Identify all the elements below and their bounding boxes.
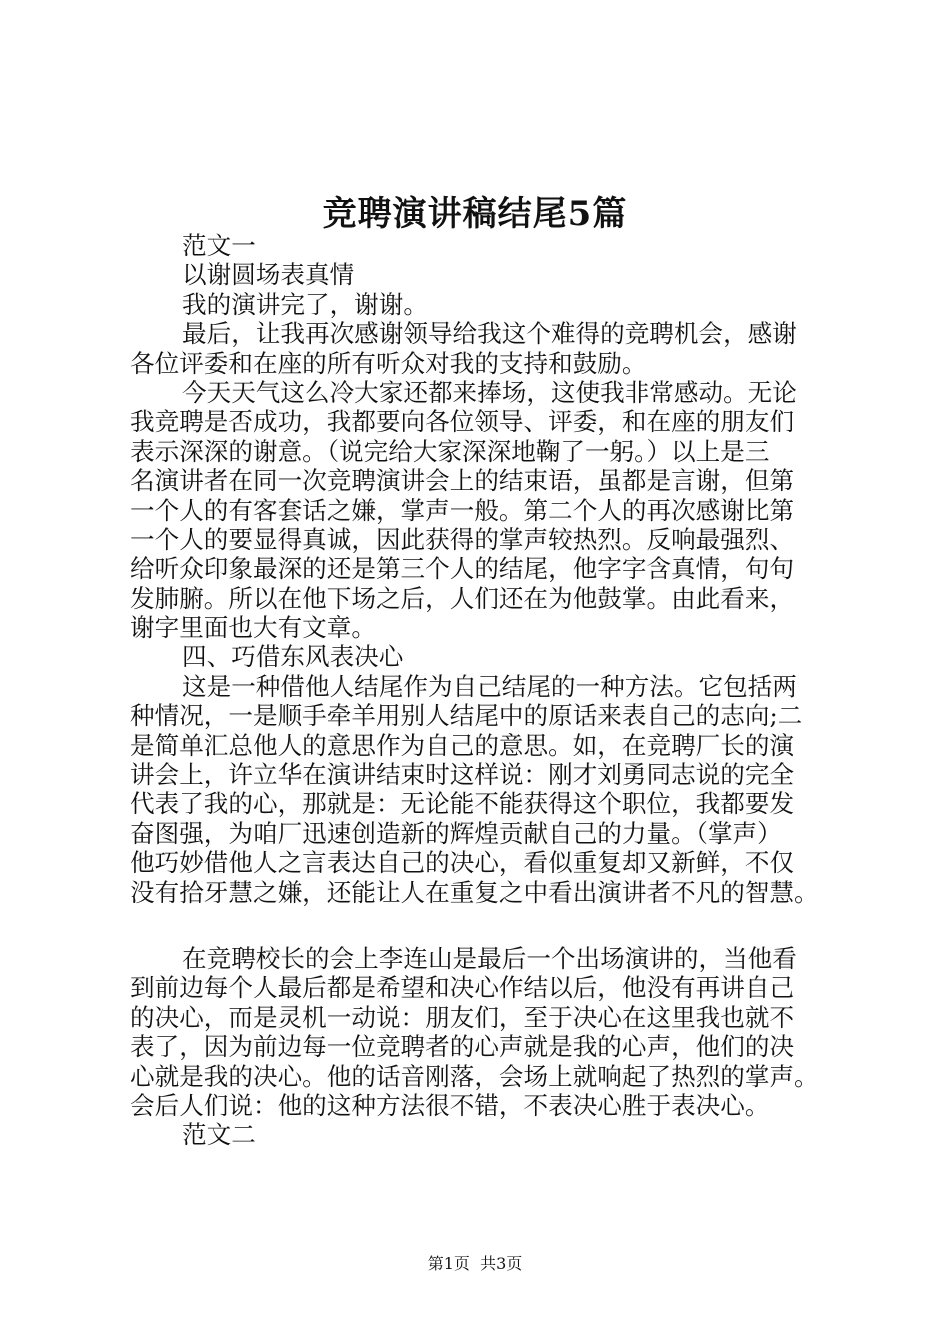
text-line: 一个人的要显得真诚，因此获得的掌声较热烈。反响最强烈、 [130, 524, 795, 554]
text-line: 他巧妙借他人之言表达自己的决心，看似重复却又新鲜，不仅 [130, 848, 795, 878]
text-line: 最后，让我再次感谢领导给我这个难得的竞聘机会，感谢 [182, 319, 797, 349]
text-line: 范文二 [182, 1120, 256, 1150]
text-line: 的决心，而是灵机一动说：朋友们，至于决心在这里我也就不 [130, 1002, 795, 1032]
document-body [130, 231, 850, 1150]
text-line: 谢字里面也大有文章。 [130, 613, 376, 643]
document-title: 竞聘演讲稿结尾5篇 [322, 194, 628, 234]
text-line: 在竞聘校长的会上李连山是最后一个出场演讲的，当他看 [182, 943, 797, 973]
blank-line [130, 907, 850, 944]
text-line: 我的演讲完了，谢谢。 [182, 289, 428, 319]
text-line: 会后人们说：他的这种方法很不错，不表决心胜于表决心。 [130, 1090, 770, 1120]
text-line: 种情况，一是顺手牵羊用别人结尾中的原话来表自己的志向;二 [130, 701, 803, 731]
text-line: 给听众印象最深的还是第三个人的结尾，他字字含真情，句句 [130, 554, 795, 584]
text-line: 四、巧借东风表决心 [182, 642, 404, 672]
text-line: 这是一种借他人结尾作为自己结尾的一种方法。它包括两 [182, 671, 797, 701]
text-line: 以谢圆场表真情 [182, 260, 355, 290]
page-footer: 第1页 共3页 [427, 1254, 523, 1273]
text-line: 讲会上，许立华在演讲结束时这样说：刚才刘勇同志说的完全 [130, 760, 795, 790]
text-line: 今天天气这么冷大家还都来捧场，这使我非常感动。无论 [182, 377, 797, 407]
text-line: 心就是我的决心。他的话音刚落，会场上就响起了热烈的掌声。 [130, 1061, 819, 1091]
text-line: 代表了我的心，那就是：无论能不能获得这个职位，我都要发 [130, 789, 795, 819]
text-line: 一个人的有客套话之嫌，掌声一般。第二个人的再次感谢比第 [130, 495, 795, 525]
text-line: 名演讲者在同一次竞聘演讲会上的结束语，虽都是言谢，但第 [130, 466, 795, 496]
text-line: 表了，因为前边每一位竞聘者的心声就是我的心声，他们的决 [130, 1032, 795, 1062]
text-line: 范文一 [182, 231, 256, 260]
text-line: 没有拾牙慧之嫌，还能让人在重复之中看出演讲者不凡的智慧。 [130, 877, 819, 907]
text-line: 到前边每个人最后都是希望和决心作结以后，他没有再讲自己 [130, 973, 795, 1003]
text-line: 各位评委和在座的所有听众对我的支持和鼓励。 [130, 348, 647, 378]
text-line: 发肺腑。所以在他下场之后，人们还在为他鼓掌。由此看来， [130, 583, 795, 613]
text-line: 奋图强，为咱厂迅速创造新的辉煌贡献自己的力量。（掌声） [130, 818, 782, 848]
text-line: 表示深深的谢意。（说完给大家深深地鞠了一躬。）以上是三 [130, 436, 770, 466]
text-line: 是简单汇总他人的意思作为自己的意思。如，在竞聘厂长的演 [130, 730, 795, 760]
text-line: 我竞聘是否成功，我都要向各位领导、评委，和在座的朋友们 [130, 407, 795, 437]
